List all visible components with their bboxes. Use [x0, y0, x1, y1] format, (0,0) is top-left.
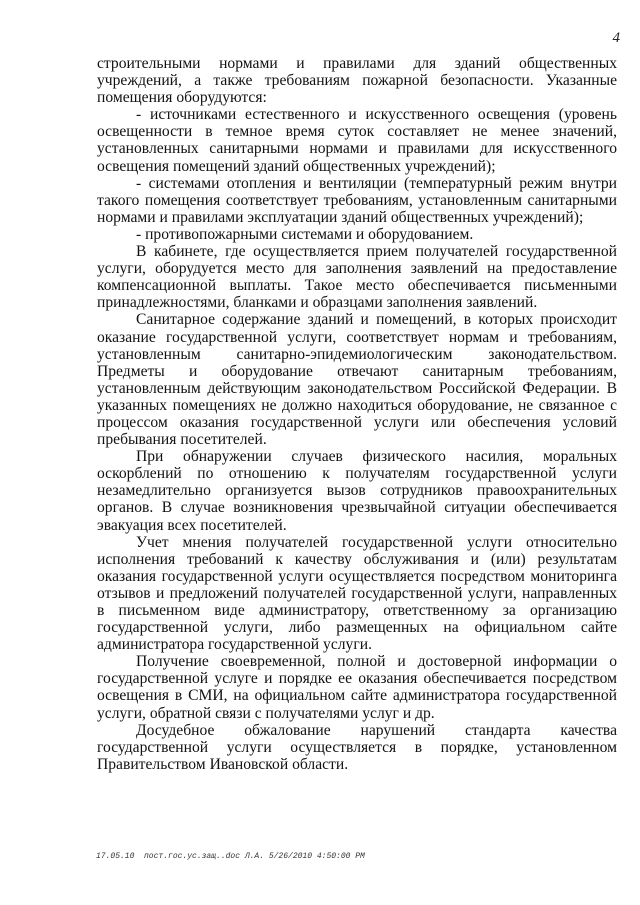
- paragraph-9: Получение своевременной, полной и достоверной информации о государственной услуге и порядке ее оказания обеспечивается посредством освещения в СМИ, на официальном сайте администратора государственной услуги, обратной связи с получателями услуг и др.: [97, 653, 617, 722]
- page-number: 4: [612, 30, 620, 46]
- paragraph-5: В кабинете, где осуществляется прием получателей государственной услуги, оборудуется место для заполнения заявлений на предоставление компенсационной выплаты. Такое место обеспечивается письменными принадлежностями, бланками и образцами заполнения заявлений.: [97, 243, 617, 312]
- paragraph-7: При обнаружении случаев физического насилия, моральных оскорблений по отношению к получателям государственной услуги незамедлительно организуется вызов сотрудников правоохранительных органов. В случае возникновения чрезвычайной ситуации обеспечивается эвакуация всех посетителей.: [97, 448, 617, 534]
- paragraph-10: Досудебное обжалование нарушений стандарта качества государственной услуги осуществляется в порядке, установленном Правительством Ивановской области.: [97, 721, 617, 773]
- paragraph-1: строительными нормами и правилами для зданий общественных учреждений, а также требованиям пожарной безопасности. Указанные помещения оборудуются:: [97, 55, 617, 107]
- paragraph-6: Санитарное содержание зданий и помещений, в которых происходит оказание государственной услуги, соответствует нормам и требованиям, установленным санитарно-эпидемиологическим законодательством. Предметы и оборудование отвечают санитарным требованиям, установленным действующим законодательством Российской Федерации. В указанных помещениях не должно находиться оборудование, не связанное с процессом оказания государственной услуги или обеспечения условий пребывания посетителей.: [97, 311, 617, 449]
- paragraph-4: - противопожарными системами и оборудованием.: [136, 225, 474, 243]
- document-footer: 17.05.10 пост.гос.ус.защ..doc Л.А. 5/26/2010 4:50:00 PM: [96, 852, 365, 861]
- paragraph-8: Учет мнения получателей государственной услуги относительно исполнения требований к качеству обслуживания и (или) результатам оказания государственной услуги осуществляется посредством мониторинга отзывов и предложений получателей государственной услуги, направленных в письменном виде администратору, ответственному за организацию государственной услуги, либо размещенных на официальном сайте администратора государственной услуги.: [97, 533, 617, 654]
- document-body: [97, 55, 617, 773]
- paragraph-2: - источниками естественного и искусственного освещения (уровень освещенности в темное время суток составляет не менее значений, установленных санитарными нормами и правилами для искусственного освещения помещений зданий общественных учреждений);: [97, 106, 617, 175]
- paragraph-3: - системами отопления и вентиляции (температурный режим внутри такого помещения соответствует требованиям, установленным санитарными нормами и правилами эксплуатации зданий общественных учреждений);: [97, 174, 617, 226]
